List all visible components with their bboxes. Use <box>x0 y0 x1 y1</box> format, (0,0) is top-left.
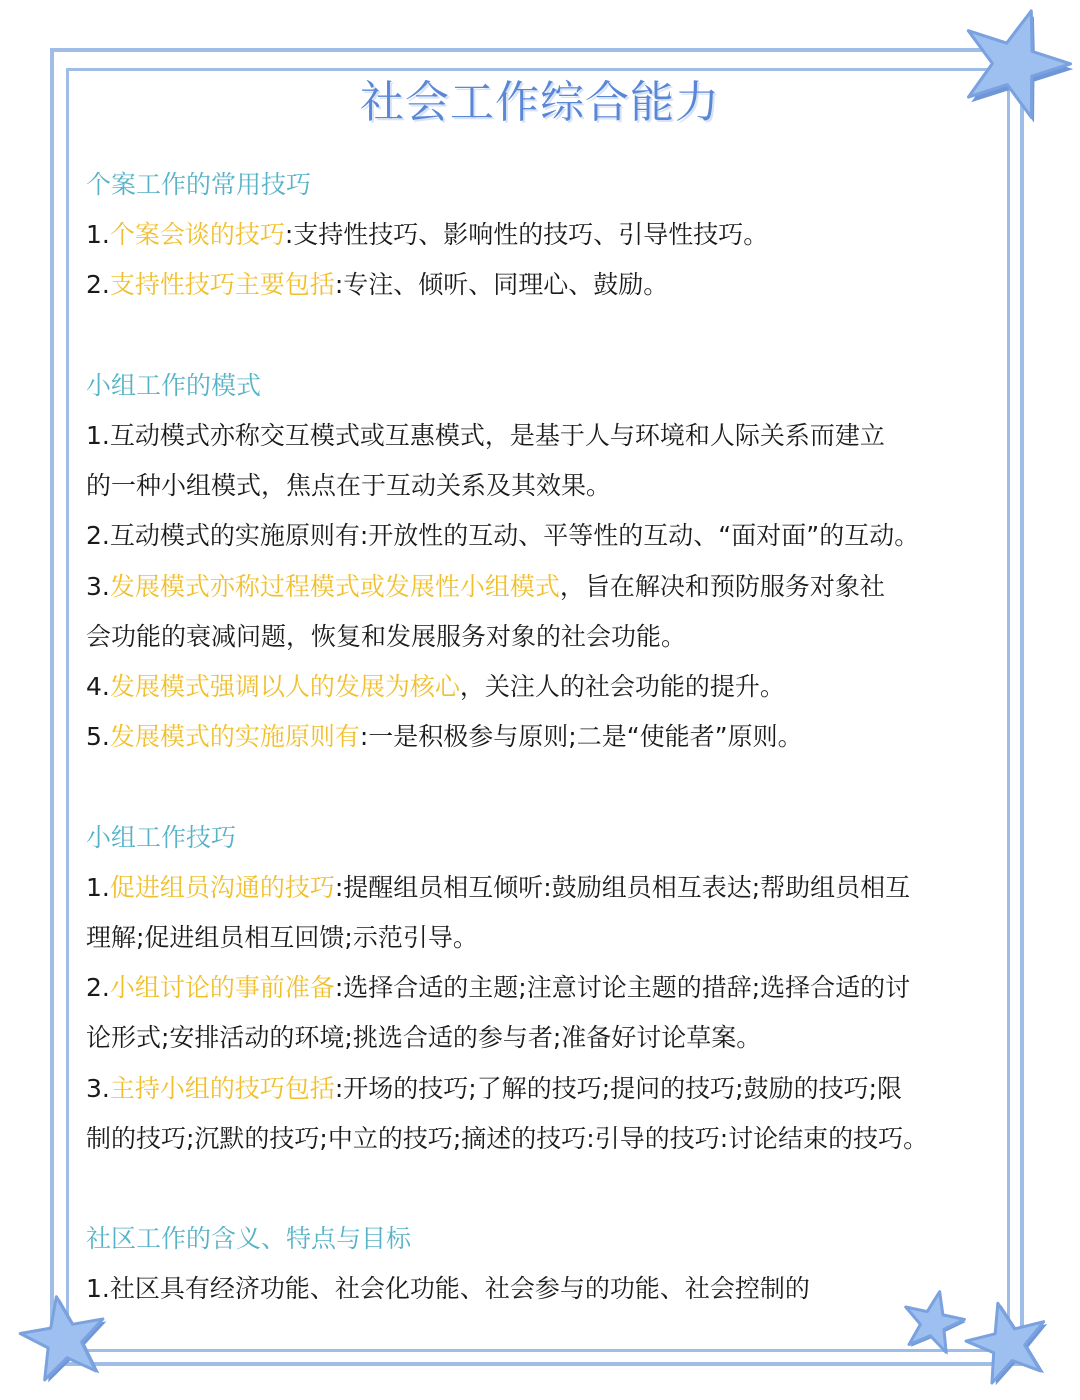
list-item: 1.互动模式亦称交互模式或互惠模式，是基于人与环境和人际关系而建立 的一种小组模式，焦点在于互动关系及其效果。 <box>86 421 885 501</box>
list-item: 1.社区具有经济功能、社会化功能、社会参与的功能、社会控制的 <box>86 1274 810 1304</box>
page-title: 社会工作综合能力 <box>360 77 720 128</box>
section-title: 小组工作的模式 <box>86 370 262 400</box>
star-icon <box>952 2 1076 126</box>
list-item: 2.小组讨论的事前准备:选择合适的主题;注意讨论主题的措辞;选择合适的讨 论形式;安排活动的环境;挑选合适的参与者;准备好讨论草案。 <box>86 973 911 1053</box>
star-icon <box>896 1286 970 1360</box>
section-title: 社区工作的含义、特点与目标 <box>86 1224 412 1254</box>
list-item: 5.发展模式的实施原则有:一是积极参与原则;二是“使能者”原则。 <box>86 722 803 752</box>
content <box>86 160 1016 1315</box>
list-item: 3.发展模式亦称过程模式或发展性小组模式，旨在解决和预防服务对象社 会功能的衰减问题，恢复和发展服务对象的社会功能。 <box>86 571 885 651</box>
list-item: 4.发展模式强调以人的发展为核心，关注人的社会功能的提升。 <box>86 672 785 702</box>
star-icon <box>14 1290 114 1390</box>
section-title: 个案工作的常用技巧 <box>86 170 312 199</box>
list-item: 2.互动模式的实施原则有:开放性的互动、平等性的互动、“面对面”的互动。 <box>86 521 920 551</box>
list-item: 3.主持小组的技巧包括:开场的技巧;了解的技巧;提问的技巧;鼓励的技巧;限 制的技巧;沉默的技巧;中立的技巧;摘述的技巧:引导的技巧:讨论结束的技巧。 <box>86 1073 929 1153</box>
list-item: 1.个案会谈的技巧:支持性技巧、影响性的技巧、引导性技巧。 <box>86 220 769 250</box>
section-title: 小组工作技巧 <box>86 822 237 852</box>
list-item: 2.支持性技巧主要包括:专注、倾听、同理心、鼓励。 <box>86 270 669 300</box>
list-item: 1.促进组员沟通的技巧:提醒组员相互倾听:鼓励组员相互表达;帮助组员相互 理解;促进组员相互回馈;示范引导。 <box>86 872 911 953</box>
star-icon <box>960 1296 1056 1392</box>
